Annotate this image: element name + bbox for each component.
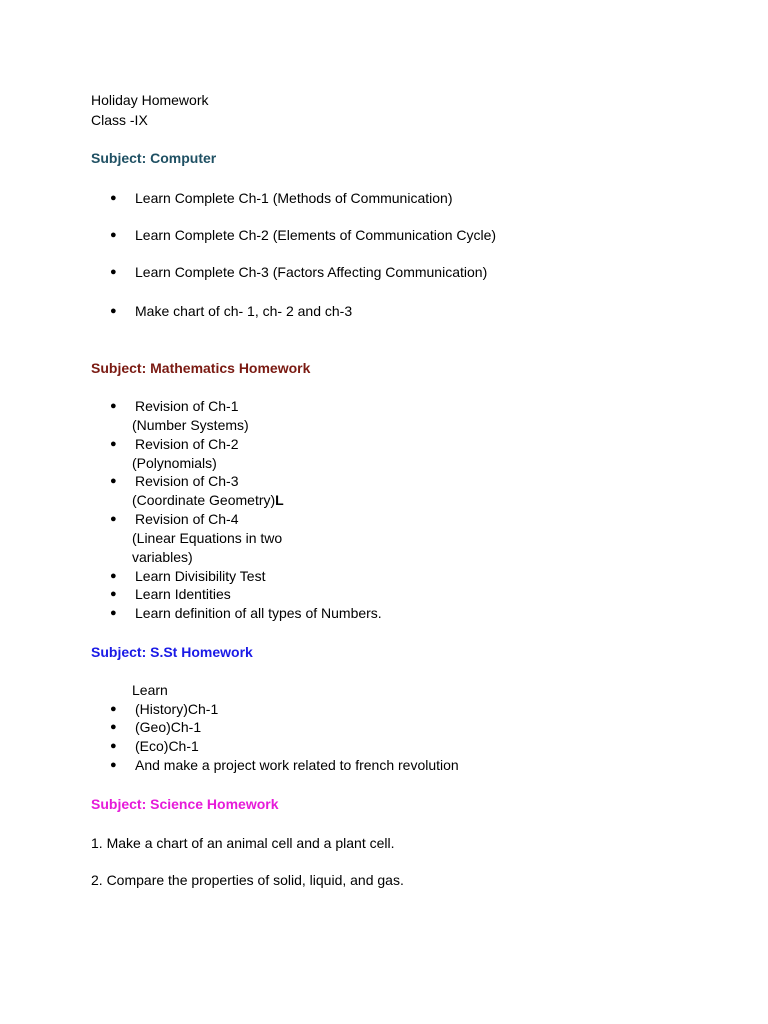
bullet-icon: ●	[110, 740, 117, 752]
list-item	[110, 718, 201, 737]
bullet-icon: ●	[110, 588, 117, 600]
list-item	[110, 226, 496, 245]
list-item	[110, 604, 382, 623]
document-title: Holiday Homework	[91, 92, 209, 108]
list-item-continuation: (Polynomials)	[132, 455, 217, 471]
bullet-icon: ●	[110, 192, 117, 204]
bullet-icon: ●	[110, 759, 117, 771]
list-item-text: (Geo)Ch-1	[135, 719, 202, 735]
list-item	[110, 510, 239, 529]
list-item	[110, 567, 265, 586]
list-item-text: Revision of Ch-1	[135, 398, 239, 414]
list-item-text: Learn Complete Ch-2 (Elements of Communication Cycle)	[135, 227, 497, 243]
list-item	[110, 737, 199, 756]
list-item-text: Make chart of ch- 1, ch- 2 and ch-3	[135, 303, 353, 319]
continuation-text: (Coordinate Geometry)	[132, 492, 276, 508]
sst-intro: Learn	[132, 682, 168, 698]
list-item	[110, 700, 218, 719]
sst-heading: Subject: S.St Homework	[91, 644, 253, 660]
list-item-text: (Eco)Ch-1	[135, 738, 199, 754]
bullet-icon: ●	[110, 305, 117, 317]
list-item-continuation: (Number Systems)	[132, 417, 249, 433]
bullet-icon: ●	[110, 400, 117, 412]
computer-heading: Subject: Computer	[91, 150, 217, 166]
list-item-text: Learn definition of all types of Numbers.	[135, 605, 382, 621]
list-item-text: Revision of Ch-4	[135, 511, 239, 527]
list-item-continuation: variables)	[132, 549, 193, 565]
maths-heading: Subject: Mathematics Homework	[91, 360, 311, 376]
bullet-icon: ●	[110, 570, 117, 582]
continuation-suffix: L	[275, 492, 284, 508]
numbered-item: 2. Compare the properties of solid, liquid, and gas.	[91, 872, 404, 888]
list-item-text: And make a project work related to french revolution	[135, 757, 459, 773]
list-item-text: Revision of Ch-3	[135, 473, 239, 489]
bullet-icon: ●	[110, 229, 117, 241]
list-item	[110, 585, 231, 604]
science-heading: Subject: Science Homework	[91, 796, 279, 812]
list-item-continuation	[132, 491, 284, 510]
list-item	[110, 189, 452, 208]
list-item	[110, 302, 352, 321]
bullet-icon: ●	[110, 607, 117, 619]
bullet-icon: ●	[110, 703, 117, 715]
list-item	[110, 435, 239, 454]
list-item-text: (History)Ch-1	[135, 701, 219, 717]
list-item-text: Learn Divisibility Test	[135, 568, 266, 584]
list-item	[110, 756, 459, 775]
list-item	[110, 397, 239, 416]
list-item	[110, 472, 239, 491]
bullet-icon: ●	[110, 721, 117, 733]
bullet-icon: ●	[110, 513, 117, 525]
list-item-text: Revision of Ch-2	[135, 436, 239, 452]
class-label: Class -IX	[91, 112, 148, 128]
list-item-text: Learn Identities	[135, 586, 231, 602]
list-item	[110, 263, 487, 282]
list-item-continuation: (Linear Equations in two	[132, 530, 283, 546]
bullet-icon: ●	[110, 438, 117, 450]
bullet-icon: ●	[110, 475, 117, 487]
list-item-text: Learn Complete Ch-3 (Factors Affecting Communication)	[135, 264, 488, 280]
list-item-text: Learn Complete Ch-1 (Methods of Communication)	[135, 190, 453, 206]
bullet-icon: ●	[110, 266, 117, 278]
numbered-item: 1. Make a chart of an animal cell and a plant cell.	[91, 835, 395, 851]
